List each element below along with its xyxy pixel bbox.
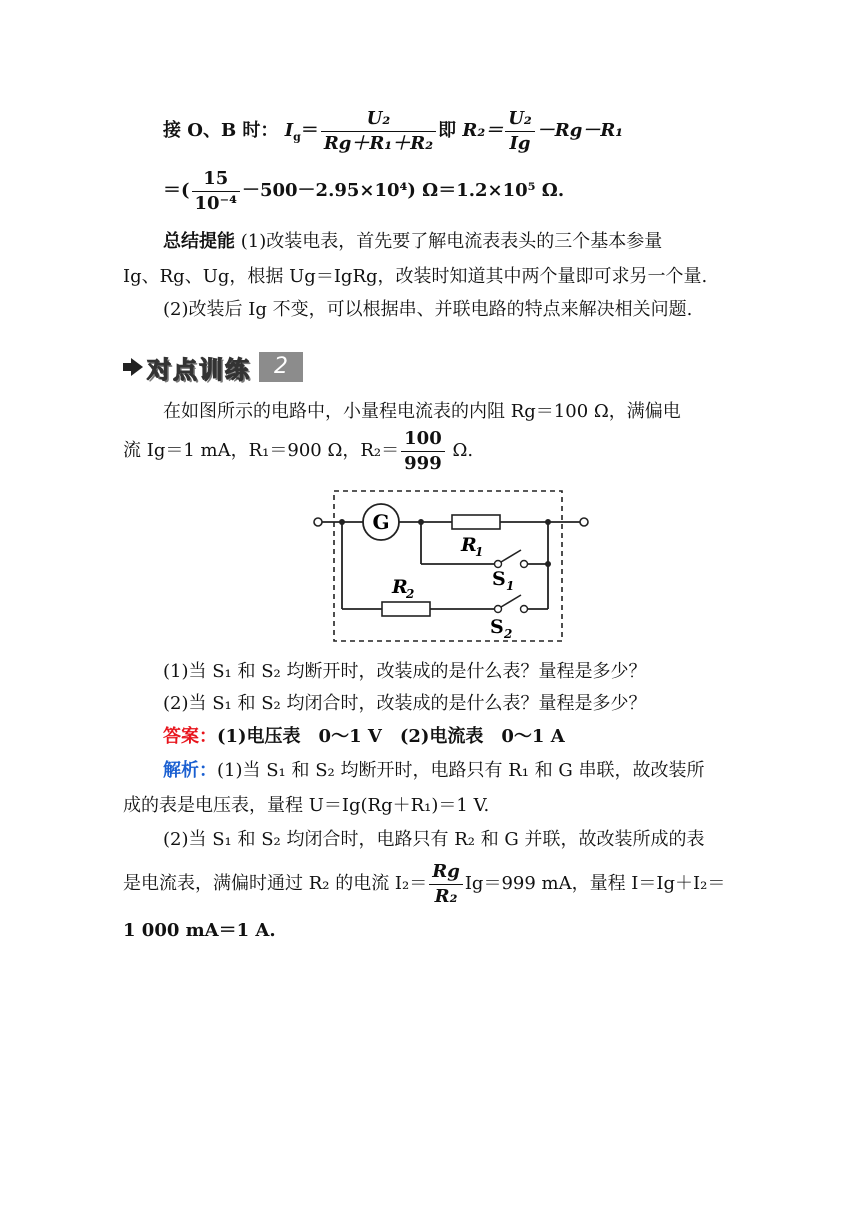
problem-p1: 在如图所示的电路中，小量程电流表的内阻 Rg＝100 Ω，满偏电: [163, 401, 681, 422]
line2-open: ＝(: [163, 180, 190, 202]
analysis-a4-prefix: 是电流表，满偏时通过 R₂ 的电流 I₂＝: [123, 873, 428, 895]
analysis-a4-suffix: Ig＝999 mA，量程 I＝Ig＋I₂＝: [464, 873, 726, 895]
analysis-a2: 成的表是电压表，量程 U＝Ig(Rg＋R₁)＝1 V.: [123, 795, 490, 816]
line2-tail: －500－2.95×10⁴) Ω＝1.2×10⁵ Ω.: [241, 180, 565, 202]
s2-switch-icon: [501, 595, 521, 607]
fraction-ig: [321, 108, 436, 154]
analysis-label: 解析：: [163, 760, 217, 781]
summary-line-2: [123, 266, 707, 288]
r1-sub: 1: [475, 545, 484, 559]
arrow-right-icon: [131, 358, 143, 376]
analysis-line-3: [163, 829, 705, 851]
summary-line-3: [163, 299, 692, 321]
s2-label: S: [490, 616, 504, 638]
circuit-diagram: [308, 488, 598, 648]
problem-line-2: [123, 428, 473, 474]
s1-contact-icon: [521, 561, 528, 568]
galvanometer-label: G: [372, 510, 390, 534]
r1-label: R: [461, 534, 477, 556]
derivation-line-1: 接 O、B 时： $I_g=$ $\frac{\text{U₂}}{\text{Rg＋R₁＋R₂}}$ 即 R₂＝ $\frac{\text{U₂}}{Ig}$ －Rg－R₁: [163, 108, 624, 154]
problem-p2-suffix: Ω.: [452, 440, 474, 462]
left-terminal-icon: [314, 518, 322, 526]
problem-line-1: [163, 401, 681, 423]
r2-label: R: [392, 576, 408, 598]
analysis-a5: 1 000 mA＝1 A.: [123, 920, 276, 941]
r1-resistor-icon: [452, 515, 500, 529]
r2-sub: 2: [406, 587, 415, 601]
fraction-value: [192, 168, 240, 214]
fraction-ig-denominator: Rg＋R₁＋R₂: [323, 132, 434, 154]
s1-switch-icon: [501, 550, 521, 562]
question-2: [163, 693, 646, 715]
s2-contact-icon: [521, 606, 528, 613]
fraction-r2-value: [401, 428, 445, 474]
derivation-prefix: 接 O、B 时：: [163, 120, 279, 142]
analysis-line-4: [123, 861, 725, 907]
derivation-line-2: [163, 168, 564, 214]
summary-line-1: [163, 231, 662, 253]
answer-label: 答案：: [163, 726, 217, 747]
problem-p2-prefix: 流 Ig＝1 mA，R₁＝900 Ω，R₂＝: [123, 440, 400, 462]
fraction-r2: [505, 108, 535, 154]
question-1: [163, 661, 646, 683]
summary-heading: 总结提能: [163, 231, 235, 252]
arrow-shaft-icon: [123, 363, 131, 371]
ig-sub: g: [293, 130, 301, 144]
fraction-value-numerator: 15: [192, 168, 240, 192]
fraction-current-numerator: Rg: [429, 861, 463, 885]
summary-p1b: Ig、Rg、Ug，根据 Ug＝IgRg，改装时知道其中两个量即可求另一个量.: [123, 266, 708, 287]
r2-resistor-icon: [382, 602, 430, 616]
fraction-r2-denominator: Ig: [509, 132, 531, 154]
s1-label: S: [492, 568, 506, 590]
right-terminal-icon: [580, 518, 588, 526]
question-2-text: (2)当 S₁ 和 S₂ 均闭合时，改装成的是什么表？量程是多少？: [163, 693, 647, 714]
section-banner: [123, 351, 303, 383]
analysis-line-1: [163, 760, 705, 782]
s1-contact-icon: [495, 561, 502, 568]
summary-p2: (2)改装后 Ig 不变，可以根据串、并联电路的特点来解决相关问题.: [163, 299, 693, 320]
s1-sub: 1: [506, 579, 515, 593]
fraction-current-denominator: R₂: [434, 885, 458, 907]
connector-text: 即: [438, 120, 457, 142]
answer-text: (1)电压表 0～1 V (2)电流表 0～1 A: [217, 726, 565, 747]
fraction-r2-value-numerator: 100: [401, 428, 445, 452]
question-1-text: (1)当 S₁ 和 S₂ 均断开时，改装成的是什么表？量程是多少？: [163, 661, 647, 682]
fraction-current: [429, 861, 463, 907]
r2-tail: －Rg－R₁: [536, 120, 624, 142]
analysis-a1: (1)当 S₁ 和 S₂ 均断开时，电路只有 R₁ 和 G 串联，故改装所: [217, 760, 705, 781]
banner-title: 对点训练: [147, 355, 251, 384]
fraction-ig-numerator: U₂: [321, 108, 436, 132]
analysis-line-2: [123, 795, 489, 817]
summary-p1a: (1)改装电表，首先要了解电流表表头的三个基本参量: [240, 231, 663, 252]
r2-lhs: R₂＝: [462, 120, 504, 142]
fraction-r2-numerator: U₂: [505, 108, 535, 132]
ig-symbol: I: [284, 120, 294, 142]
analysis-a3: (2)当 S₁ 和 S₂ 均闭合时，电路只有 R₂ 和 G 并联，故改装所成的表: [163, 829, 705, 850]
s2-contact-icon: [495, 606, 502, 613]
fraction-r2-value-denominator: 999: [404, 452, 442, 474]
s2-sub: 2: [504, 627, 513, 641]
fraction-value-denominator: 10⁻⁴: [194, 192, 237, 214]
banner-number: 2: [259, 352, 303, 382]
analysis-line-5: [123, 920, 276, 942]
answer-line: [163, 726, 565, 748]
